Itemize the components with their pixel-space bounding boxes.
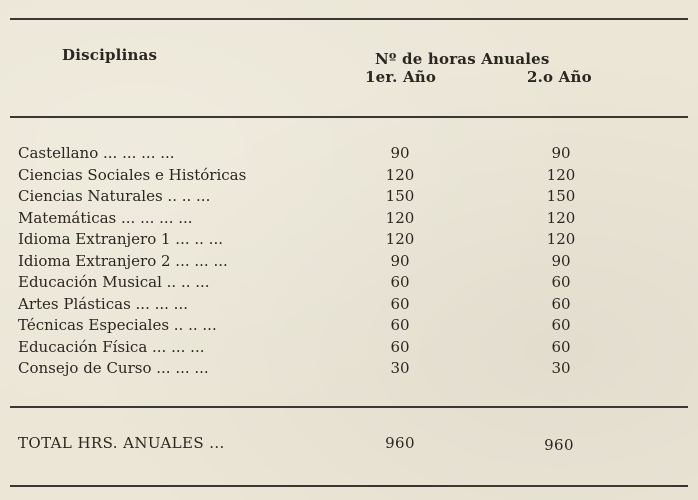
- hours-year2: 120: [546, 208, 576, 227]
- total-label: TOTAL HRS. ANUALES ...: [18, 434, 225, 452]
- table-row: [18, 272, 678, 294]
- total-year1: 960: [385, 434, 415, 452]
- hours-year1: 60: [390, 337, 410, 356]
- hours-year2: 120: [546, 165, 576, 184]
- hours-year2: 60: [551, 316, 571, 334]
- table-row: [18, 294, 678, 316]
- hours-year2: 90: [551, 251, 571, 270]
- total-rule: [10, 406, 688, 408]
- subjects-table: [18, 143, 678, 380]
- table-row: [18, 229, 678, 251]
- hours-year2: 60: [551, 273, 571, 291]
- subject-name: Educación Musical .. .. ...: [18, 273, 210, 291]
- header-year1: 1er. Año: [365, 68, 437, 86]
- header-rule: [10, 116, 688, 118]
- hours-year1: 60: [390, 316, 410, 334]
- table-row: [18, 143, 678, 165]
- subject-name: Idioma Extranjero 2 ... ... ...: [18, 251, 228, 270]
- hours-year1: 120: [385, 230, 415, 248]
- table-row: [18, 358, 678, 380]
- hours-year1: 120: [385, 165, 415, 184]
- hours-year1: 90: [390, 251, 410, 270]
- subject-name: Idioma Extranjero 1 ... .. ...: [18, 230, 223, 248]
- total-year2: 960: [544, 436, 574, 454]
- hours-year2: 150: [546, 187, 576, 205]
- top-rule: [10, 18, 688, 20]
- subject-name: Ciencias Sociales e Históricas: [18, 165, 247, 184]
- header-year2: 2.o Año: [527, 68, 592, 86]
- table-row: [18, 251, 678, 273]
- table-row: [18, 337, 678, 359]
- subject-name: Castellano ... ... ... ...: [18, 144, 175, 162]
- subject-name: Matemáticas ... ... ... ...: [18, 208, 193, 227]
- header-horas-anuales: Nº de horas Anuales: [375, 50, 550, 68]
- hours-year1: 30: [390, 359, 410, 377]
- hours-year2: 90: [551, 144, 571, 162]
- hours-year1: 60: [390, 273, 410, 291]
- hours-year1: 90: [390, 144, 410, 162]
- subject-name: Artes Plásticas ... ... ...: [18, 294, 188, 313]
- table-row: [18, 186, 678, 208]
- table-row: [18, 165, 678, 187]
- bottom-rule: [10, 485, 688, 487]
- header-disciplinas: Disciplinas: [62, 46, 158, 64]
- hours-year1: 150: [385, 187, 415, 205]
- hours-year2: 120: [546, 230, 576, 248]
- subject-name: Educación Física ... ... ...: [18, 337, 205, 356]
- subject-name: Consejo de Curso ... ... ...: [18, 359, 209, 377]
- hours-year2: 60: [551, 294, 571, 313]
- hours-year1: 120: [385, 208, 415, 227]
- subject-name: Técnicas Especiales .. .. ...: [18, 316, 217, 334]
- table-row: [18, 208, 678, 230]
- hours-year2: 30: [551, 359, 571, 377]
- subject-name: Ciencias Naturales .. .. ...: [18, 187, 211, 205]
- table-row: [18, 315, 678, 337]
- hours-year1: 60: [390, 294, 410, 313]
- hours-year2: 60: [551, 337, 571, 356]
